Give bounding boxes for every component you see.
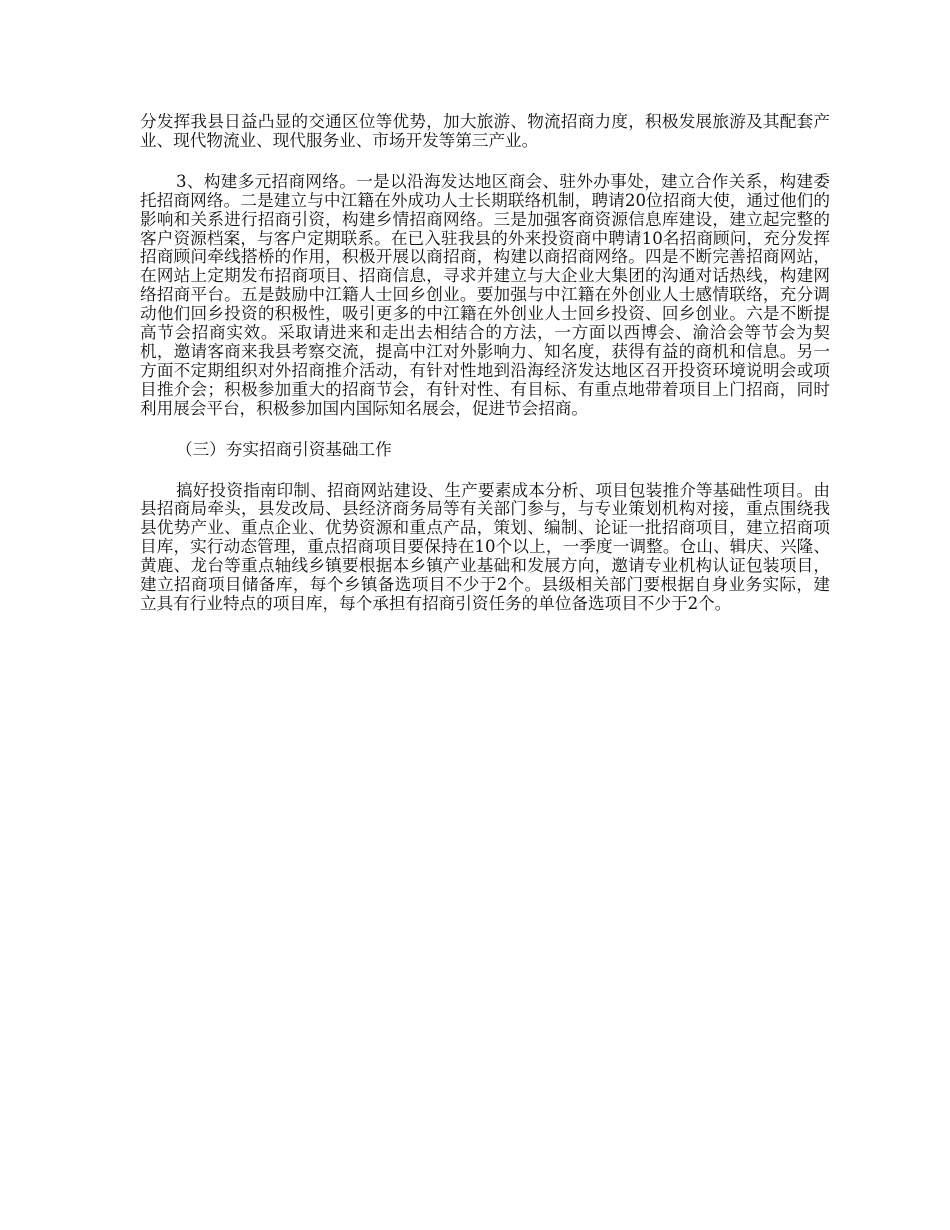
paragraph-continuation: 分发挥我县日益凸显的交通区位等优势，加大旅游、物流招商力度，积极发展旅游及其配套产业、现代物流业、现代服务业、市场开发等第三产业。 [140, 112, 830, 150]
section-heading: （三）夯实招商引资基础工作 [176, 439, 392, 459]
paragraph-foundation-work: 搞好投资指南印制、招商网站建设、生产要素成本分析、项目包装推介等基础性项目。由县招商局牵头，县发改局、县经济商务局等有关部门参与，与专业策划机构对接，重点围绕我县优势产业、重点企业、优势资源和重点产品，策划、编制、论证一批招商项目，建立招商项目库，实行动态管理，重点招商项目要保持在10个以上，一季度一调整。仓山、辑庆、兴隆、黄鹿、龙台等重点轴线乡镇要根据本乡镇产业基础和发展方向，邀请专业机构认证包装项目，建立招商项目储备库，每个乡镇备选项目不少于2个。县级相关部门要根据自身业务实际，建立具有行业特点的项目库，每个承担有招商引资任务的单位备选项目不少于2个。 [140, 480, 830, 613]
paragraph-investment-network: 3、构建多元招商网络。一是以沿海发达地区商会、驻外办事处，建立合作关系，构建委托招商网络。二是建立与中江籍在外成功人士长期联络机制，聘请20位招商大使，通过他们的影响和关系进行招商引资，构建乡情招商网络。三是加强客商资源信息库建设，建立起完整的客户资源档案，与客户定期联系。在已入驻我县的外来投资商中聘请10名招商顾问，充分发挥招商顾问牵线搭桥的作用，积极开展以商招商，构建以商招商网络。四是不断完善招商网站，在网站上定期发布招商项目、招商信息，寻求并建立与大企业大集团的沟通对话热线，构建网络招商平台。五是鼓励中江籍人士回乡创业。要加强与中江籍在外创业人士感情联络，充分调动他们回乡投资的积极性，吸引更多的中江籍在外创业人士回乡投资、回乡创业。六是不断提高节会招商实效。采取请进来和走出去相结合的方法，一方面以西博会、渝洽会等节会为契机，邀请客商来我县考察交流，提高中江对外影响力、知名度，获得有益的商机和信息。另一方面不定期组织对外招商推介活动，有针对性地到沿海经济发达地区召开投资环境说明会或项目推介会；积极参加重大的招商节会，有针对性、有目标、有重点地带着项目上门招商，同时利用展会平台，积极参加国内国际知名展会，促进节会招商。 [140, 171, 830, 418]
document-page [140, 113, 830, 614]
